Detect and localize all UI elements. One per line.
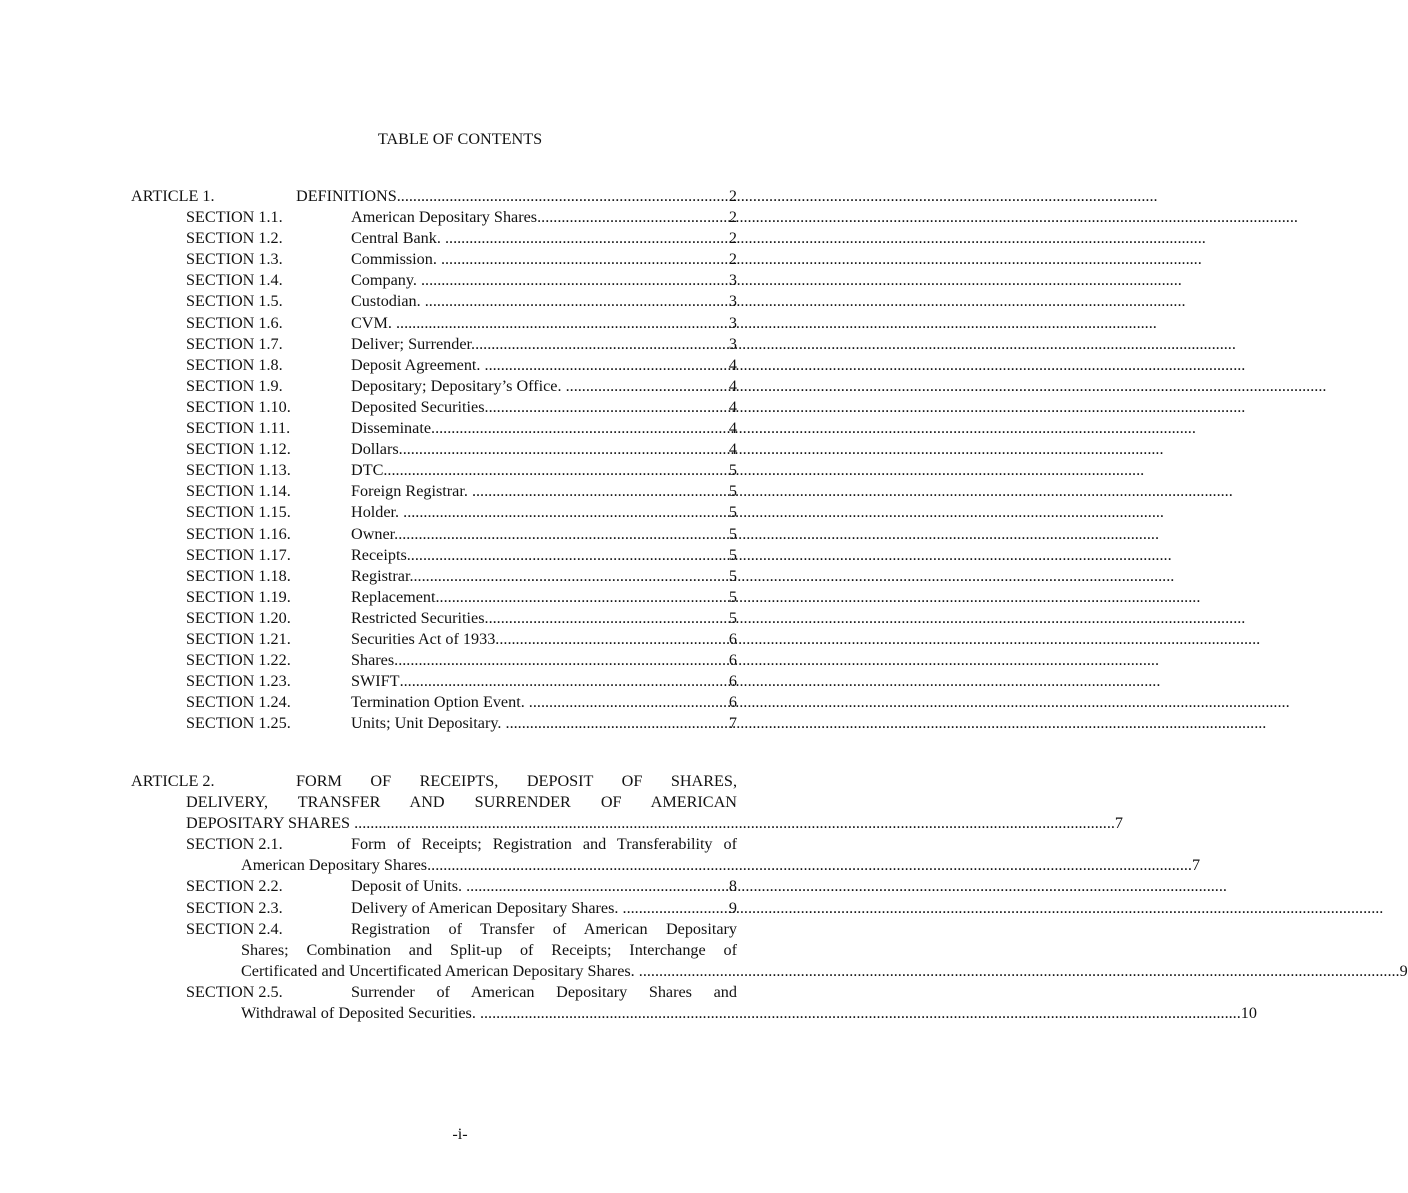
page-ref: 5 bbox=[728, 461, 737, 480]
dot-leader bbox=[354, 813, 1115, 834]
section-title: Company. bbox=[351, 271, 421, 290]
section-title: American Depositary Shares bbox=[351, 208, 538, 227]
section-number: SECTION 1.17. bbox=[186, 545, 291, 564]
dot-leader bbox=[466, 876, 729, 897]
article-1-block bbox=[131, 186, 737, 734]
section-number: SECTION 1.20. bbox=[186, 608, 291, 627]
section-entry bbox=[131, 334, 737, 355]
dot-leader bbox=[529, 692, 729, 713]
section-number: SECTION 1.13. bbox=[186, 461, 291, 480]
section-title: Deposited Securities bbox=[351, 397, 485, 416]
toc-title: TABLE OF CONTENTS bbox=[377, 130, 543, 148]
dot-leader bbox=[403, 502, 729, 523]
section-entry bbox=[131, 376, 737, 397]
page-ref: 2 bbox=[728, 187, 737, 205]
page-ref: 7 bbox=[728, 714, 737, 733]
section-entry bbox=[131, 502, 737, 523]
page-ref: 5 bbox=[728, 545, 737, 564]
section-entry bbox=[131, 313, 737, 334]
dot-leader bbox=[485, 397, 729, 418]
section-number: SECTION 1.9. bbox=[186, 376, 283, 395]
section-number: SECTION 1.7. bbox=[186, 334, 283, 353]
article-2-block bbox=[131, 771, 1408, 1024]
page-ref: 3 bbox=[728, 271, 737, 290]
page-ref: 6 bbox=[728, 651, 737, 670]
section-entry bbox=[131, 919, 1408, 982]
section-title: Custodian. bbox=[351, 292, 425, 311]
page-ref: 3 bbox=[728, 313, 737, 332]
dot-leader bbox=[499, 629, 729, 650]
page-ref: 3 bbox=[728, 334, 737, 353]
section-title: Holder. bbox=[351, 503, 404, 522]
dot-leader bbox=[398, 524, 729, 545]
section-title: Commission. bbox=[351, 250, 441, 269]
page-ref: 2 bbox=[728, 229, 737, 248]
page-ref: 6 bbox=[728, 672, 737, 691]
dot-leader bbox=[383, 460, 729, 481]
dot-leader bbox=[537, 207, 729, 228]
section-entry bbox=[131, 898, 737, 919]
article-title-line: FORM OF RECEIPTS, DEPOSIT OF SHARES, bbox=[296, 772, 737, 790]
section-number: SECTION 1.2. bbox=[186, 229, 283, 248]
section-entry bbox=[131, 524, 737, 545]
page-ref: 5 bbox=[728, 524, 737, 543]
section-entry bbox=[131, 608, 737, 629]
section-title: Depositary; Depositary’s Office. bbox=[351, 376, 566, 395]
section-number: SECTION 1.5. bbox=[186, 292, 283, 311]
article-1-entry bbox=[131, 186, 737, 207]
section-entry bbox=[131, 834, 1201, 876]
dot-leader bbox=[566, 376, 729, 397]
section-number: SECTION 1.24. bbox=[186, 693, 291, 712]
section-number: SECTION 1.14. bbox=[186, 482, 291, 501]
section-entry bbox=[131, 355, 737, 376]
section-entry bbox=[131, 418, 737, 439]
dot-leader bbox=[639, 961, 1400, 982]
section-title: Foreign Registrar. bbox=[351, 482, 472, 501]
section-number: SECTION 2.1. bbox=[186, 835, 283, 854]
section-number: SECTION 1.16. bbox=[186, 524, 291, 543]
section-number: SECTION 1.1. bbox=[186, 208, 283, 227]
section-entry bbox=[131, 270, 737, 291]
section-number: SECTION 1.15. bbox=[186, 503, 291, 522]
section-number: SECTION 1.11. bbox=[186, 419, 291, 438]
page-ref: 10 bbox=[1240, 1004, 1257, 1023]
section-number: SECTION 1.18. bbox=[186, 566, 291, 585]
section-entry bbox=[131, 460, 737, 481]
section-title: Delivery of American Depositary Shares. bbox=[351, 898, 623, 917]
section-title-line: Form of Receipts; Registration and Transferability of bbox=[351, 835, 737, 854]
dot-leader bbox=[398, 650, 729, 671]
article-1-sections bbox=[131, 207, 737, 734]
section-number: SECTION 2.5. bbox=[186, 982, 283, 1001]
section-title: Central Bank. bbox=[351, 229, 445, 248]
page-ref: 8 bbox=[728, 877, 737, 896]
dot-leader bbox=[421, 270, 729, 291]
dot-leader bbox=[440, 587, 729, 608]
section-title: Receipts. bbox=[351, 545, 411, 564]
section-title: Deliver; Surrender. bbox=[351, 334, 476, 353]
page-ref: 2 bbox=[728, 208, 737, 227]
section-entry bbox=[131, 587, 737, 608]
dot-leader bbox=[425, 291, 729, 312]
page-ref: 5 bbox=[728, 587, 737, 606]
section-title: Registrar. bbox=[351, 566, 414, 585]
section-title: CVM. bbox=[351, 313, 396, 332]
article-2-entry bbox=[131, 771, 1124, 834]
page-ref: 3 bbox=[728, 292, 737, 311]
page-ref: 4 bbox=[728, 440, 737, 459]
section-title-line: American Depositary Shares. bbox=[241, 856, 432, 875]
section-entry bbox=[131, 713, 737, 734]
page-ref: 4 bbox=[728, 376, 737, 395]
section-entry bbox=[131, 228, 737, 249]
section-title-line: Surrender of American Depositary Shares and bbox=[351, 982, 737, 1001]
dot-leader bbox=[411, 545, 729, 566]
page-ref: 5 bbox=[728, 503, 737, 522]
section-entry bbox=[131, 397, 737, 418]
dot-leader bbox=[623, 898, 729, 919]
section-entry bbox=[131, 982, 1257, 1024]
section-number: SECTION 1.8. bbox=[186, 355, 283, 374]
dot-leader bbox=[396, 313, 729, 334]
dot-leader bbox=[414, 566, 729, 587]
section-title: Deposit of Units. bbox=[351, 877, 467, 896]
dot-leader bbox=[441, 249, 729, 270]
dot-leader bbox=[480, 1003, 1241, 1024]
section-title: Dollars. bbox=[351, 440, 403, 459]
article-title-line: DELIVERY, TRANSFER AND SURRENDER OF AMERICAN bbox=[186, 793, 737, 812]
section-title: Termination Option Event. bbox=[351, 693, 529, 712]
dot-leader bbox=[475, 334, 729, 355]
article-number: ARTICLE 2. bbox=[131, 772, 215, 790]
section-entry bbox=[131, 439, 737, 460]
page-ref: 4 bbox=[728, 419, 737, 438]
page-ref: 9 bbox=[1399, 961, 1408, 980]
dot-leader bbox=[445, 228, 729, 249]
section-entry bbox=[131, 249, 737, 270]
article-title: DEFINITIONS bbox=[296, 187, 397, 205]
section-number: SECTION 2.3. bbox=[186, 898, 283, 917]
section-title: Restricted Securities bbox=[351, 608, 485, 627]
dot-leader bbox=[472, 481, 729, 502]
page-ref: 4 bbox=[728, 355, 737, 374]
section-entry bbox=[131, 481, 737, 502]
section-number: SECTION 1.25. bbox=[186, 714, 291, 733]
section-title: Replacement. bbox=[351, 587, 440, 606]
page-ref: 6 bbox=[728, 693, 737, 712]
page-ref: 4 bbox=[728, 397, 737, 416]
section-entry bbox=[131, 207, 737, 228]
section-title: Owner. bbox=[351, 524, 399, 543]
article-title-line: DEPOSITARY SHARES bbox=[186, 814, 355, 833]
article-number: ARTICLE 1. bbox=[131, 187, 215, 205]
section-title-line: Certificated and Uncertificated American Depositary Shares. bbox=[241, 961, 639, 980]
section-title: Disseminate. bbox=[351, 419, 436, 438]
page-number: -i- bbox=[452, 1125, 468, 1143]
page-ref: 5 bbox=[728, 608, 737, 627]
section-entry bbox=[131, 671, 737, 692]
section-number: SECTION 1.12. bbox=[186, 440, 291, 459]
section-number: SECTION 2.2. bbox=[186, 877, 283, 896]
section-number: SECTION 1.21. bbox=[186, 629, 291, 648]
section-number: SECTION 1.23. bbox=[186, 672, 291, 691]
section-title-line: Withdrawal of Deposited Securities. bbox=[241, 1004, 480, 1023]
section-number: SECTION 1.22. bbox=[186, 651, 291, 670]
section-entry bbox=[131, 545, 737, 566]
section-number: SECTION 1.10. bbox=[186, 397, 291, 416]
page-ref: 5 bbox=[728, 482, 737, 501]
section-title-line: Registration of Transfer of American Depositary bbox=[351, 919, 737, 938]
section-title: Shares. bbox=[351, 651, 399, 670]
section-entry bbox=[131, 692, 737, 713]
page-ref: 7 bbox=[1191, 856, 1201, 875]
dot-leader bbox=[403, 439, 729, 460]
dot-leader bbox=[435, 418, 729, 439]
page-ref: 9 bbox=[728, 898, 737, 917]
section-entry bbox=[131, 876, 737, 897]
section-number: SECTION 1.6. bbox=[186, 313, 283, 332]
section-title: SWIFT bbox=[351, 672, 400, 691]
page-ref: 6 bbox=[728, 629, 737, 648]
dot-leader bbox=[485, 608, 729, 629]
section-title: Units; Unit Depositary. bbox=[351, 714, 506, 733]
section-title: DTC bbox=[351, 461, 384, 480]
page-ref: 5 bbox=[728, 566, 737, 585]
dot-leader bbox=[485, 355, 729, 376]
section-entry bbox=[131, 566, 737, 587]
section-entry bbox=[131, 291, 737, 312]
page-ref: 2 bbox=[728, 250, 737, 269]
dot-leader bbox=[506, 713, 729, 734]
section-entry bbox=[131, 650, 737, 671]
section-number: SECTION 1.3. bbox=[186, 250, 283, 269]
section-title-line: Shares; Combination and Split-up of Receipts; Interchange of bbox=[241, 940, 737, 959]
section-entry bbox=[131, 629, 737, 650]
article-2-sections bbox=[131, 834, 1408, 1024]
dot-leader bbox=[431, 855, 1192, 876]
section-title: Deposit Agreement. bbox=[351, 355, 485, 374]
dot-leader bbox=[400, 671, 729, 692]
page-ref: 7 bbox=[1114, 814, 1124, 833]
section-title: Securities Act of 1933. bbox=[351, 629, 500, 648]
section-number: SECTION 2.4. bbox=[186, 919, 283, 938]
section-number: SECTION 1.19. bbox=[186, 587, 291, 606]
section-number: SECTION 1.4. bbox=[186, 271, 283, 290]
dot-leader bbox=[397, 186, 729, 207]
